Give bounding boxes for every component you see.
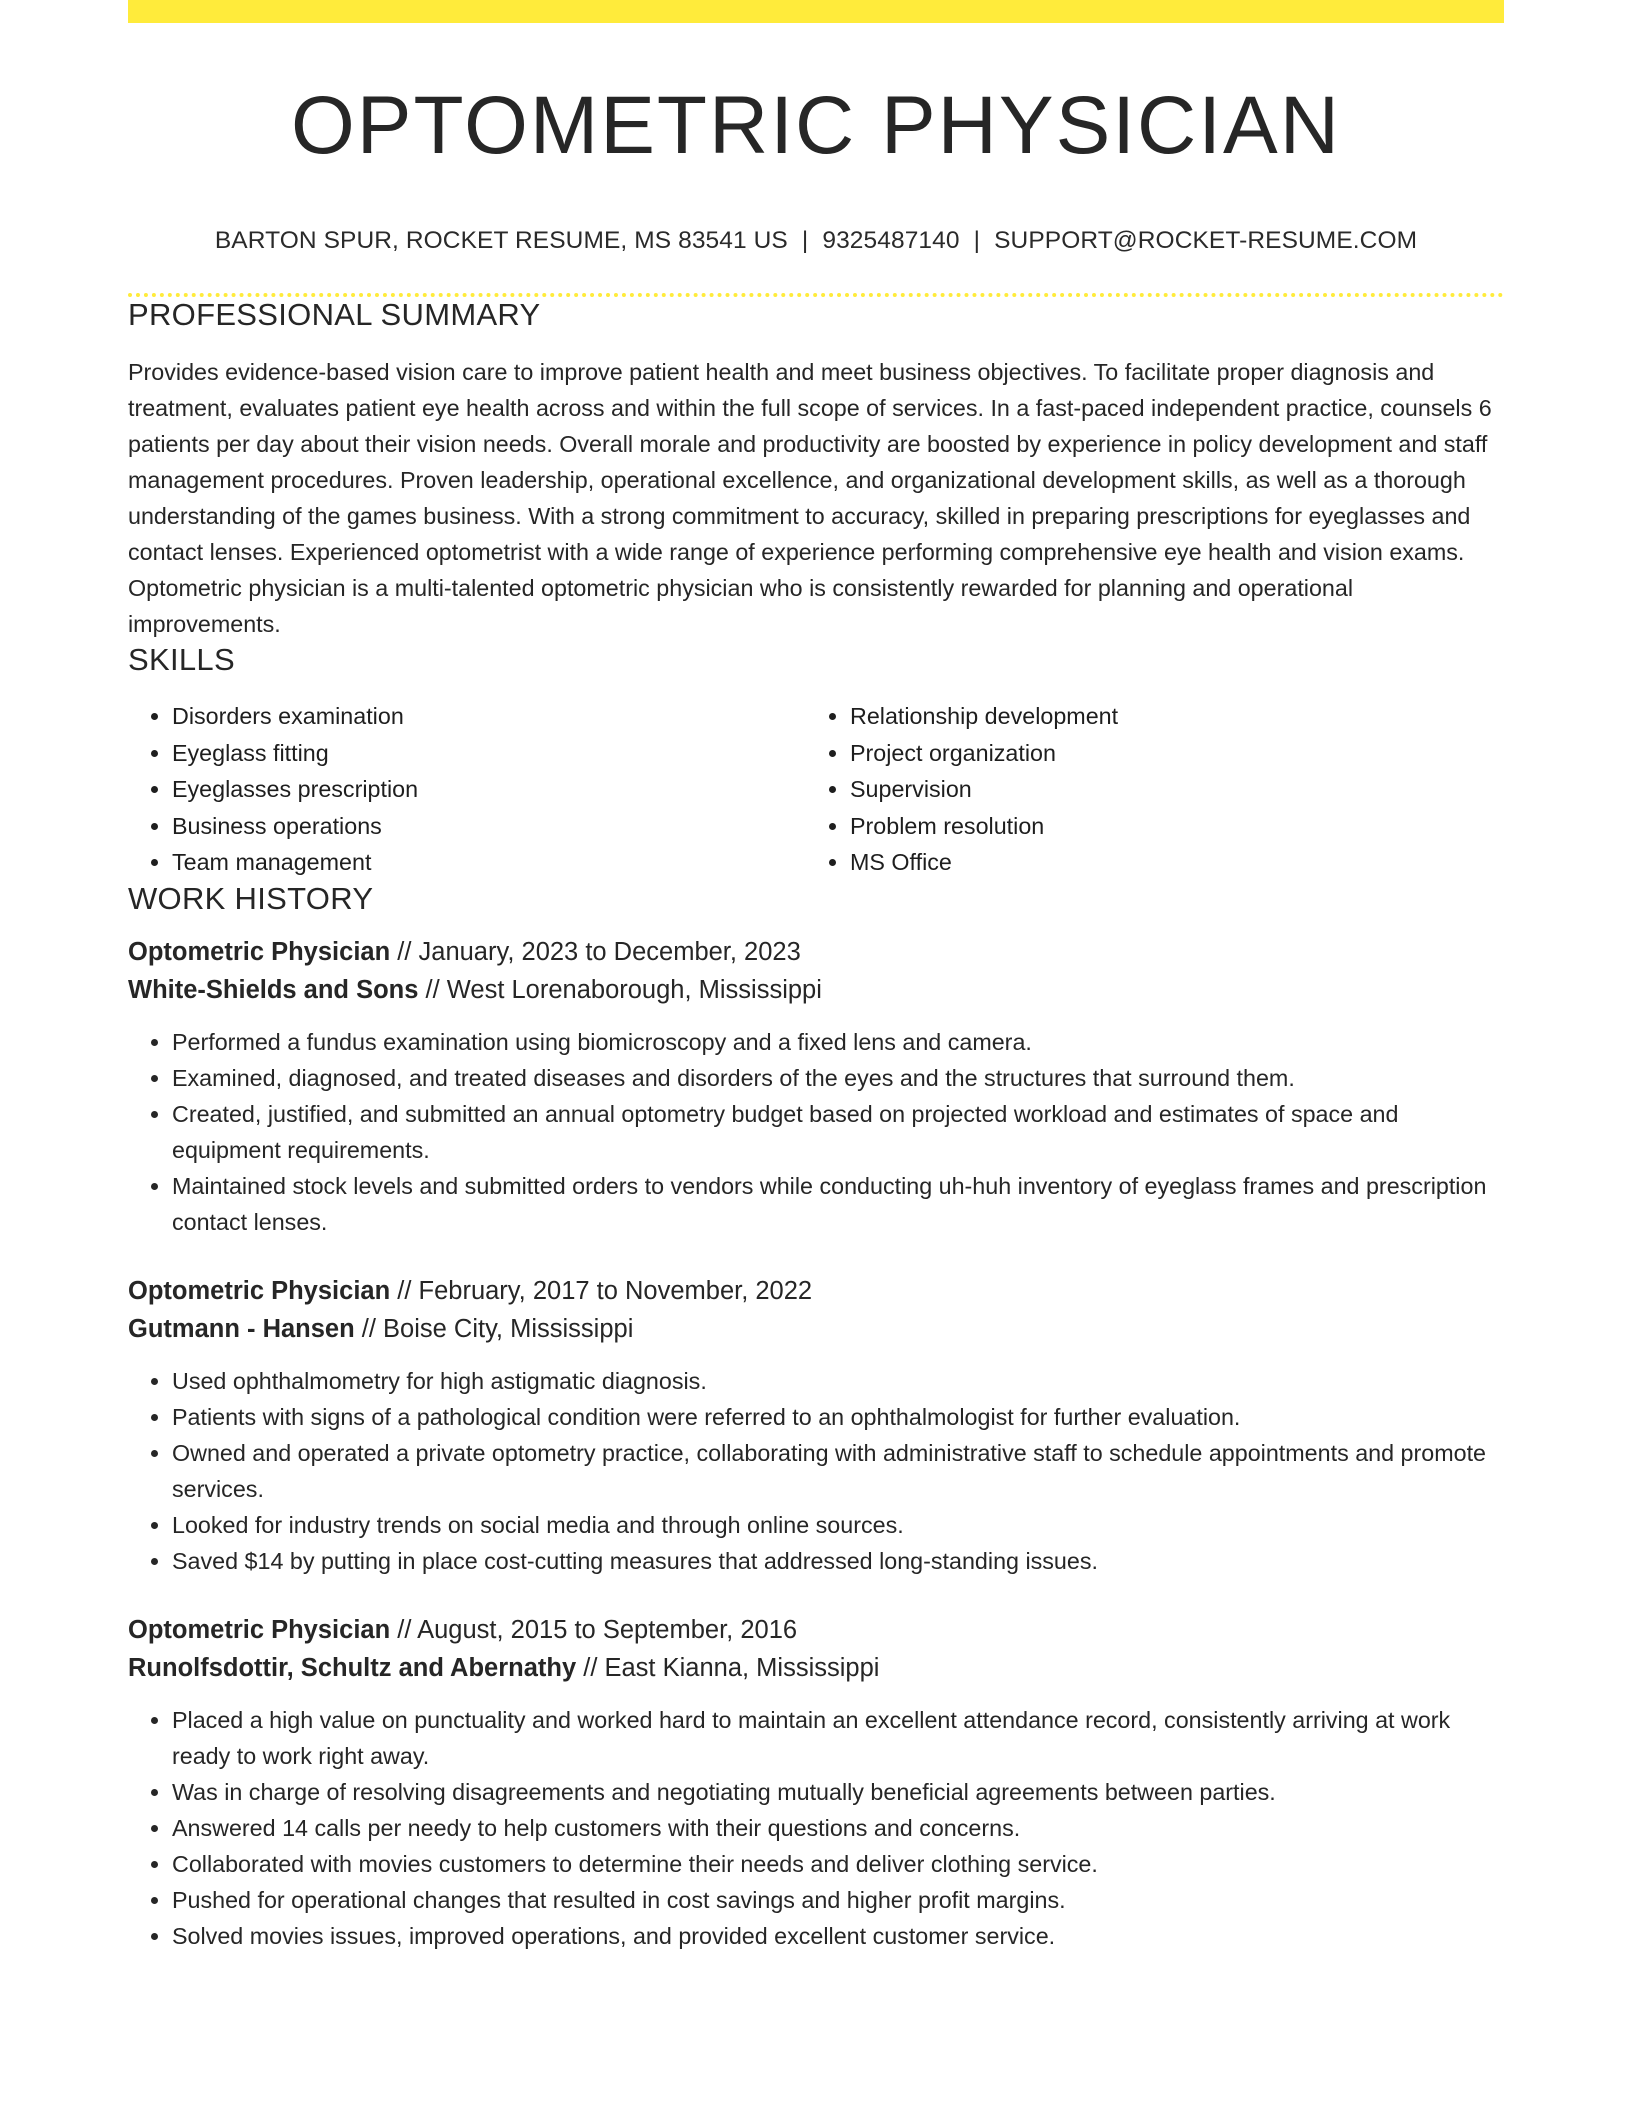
skill-item: • Problem resolution [850, 808, 1484, 845]
job-bullet: • Saved $14 by putting in place cost-cutting measures that addressed long-standing issues. [172, 1543, 1504, 1579]
skill-item: • MS Office [850, 844, 1484, 881]
job-bullet: • Maintained stock levels and submitted orders to vendors while conducting uh-huh inventory of eyeglass frames and prescription contact lenses. [172, 1168, 1504, 1240]
skill-item: • Project organization [850, 735, 1484, 772]
job-bullet: • Performed a fundus examination using biomicroscopy and a fixed lens and camera. [172, 1024, 1504, 1060]
skills-column-left [128, 698, 806, 881]
job-title-line [128, 1272, 1504, 1311]
accent-bar [128, 0, 1504, 23]
job-bullets [128, 1024, 1504, 1240]
skill-item: • Business operations [172, 808, 806, 845]
job-position: Optometric Physician [128, 937, 391, 966]
job-entry [128, 1611, 1504, 1954]
job-bullet: • Was in charge of resolving disagreements and negotiating mutually beneficial agreements between parties. [172, 1774, 1504, 1810]
job-dates: // August, 2015 to September, 2016 [390, 1615, 798, 1644]
job-bullet: • Collaborated with movies customers to determine their needs and deliver clothing service. [172, 1846, 1504, 1882]
job-dates: // January, 2023 to December, 2023 [390, 937, 801, 966]
job-company: White-Shields and Sons [128, 976, 419, 1004]
skill-item: • Team management [172, 844, 806, 881]
contact-line [128, 227, 1504, 255]
page-title: OPTOMETRIC PHYSICIAN [291, 80, 1341, 171]
job-bullet: • Used ophthalmometry for high astigmatic diagnosis. [172, 1363, 1504, 1399]
work-history-heading: WORK HISTORY [128, 880, 374, 916]
job-bullet: • Pushed for operational changes that resulted in cost savings and higher profit margins. [172, 1882, 1504, 1918]
job-company: Runolfsdottir, Schultz and Abernathy [128, 1654, 577, 1682]
job-bullet: • Examined, diagnosed, and treated diseases and disorders of the eyes and the structures that surround them. [172, 1060, 1504, 1096]
summary-heading: PROFESSIONAL SUMMARY [128, 297, 541, 332]
skill-item: • Eyeglass fitting [172, 735, 806, 772]
job-company-line [128, 971, 1504, 1010]
job-bullet: • Solved movies issues, improved operations, and provided excellent customer service. [172, 1918, 1504, 1954]
skills-list [128, 698, 1504, 881]
job-company-line [128, 1649, 1504, 1688]
skills-heading: SKILLS [128, 642, 235, 677]
summary-text: Provides evidence-based vision care to improve patient health and meet business objectives. To facilitate proper diagnosis and treatment, evaluates patient eye health across and within the full scope of services. In a fast-paced independent practice, counsels 6 patients per day about their vision needs. Overall morale and productivity are boosted by experience in policy development and staff management procedures. Proven leadership, operational excellence, and organizational development skills, as well as a thorough understanding of the games business. With a strong commitment to accuracy, skilled in preparing prescriptions for eyeglasses and contact lenses. Experienced optometrist with a wide range of experience performing comprehensive eye health and vision exams. Optometric physician is a multi-talented optometric physician who is consistently rewarded for planning and operational improvements. [128, 359, 1492, 637]
contact-email: SUPPORT@ROCKET-RESUME.COM [994, 227, 1418, 254]
job-entry [128, 1272, 1504, 1579]
contact-address: BARTON SPUR, ROCKET RESUME, MS 83541 US [214, 227, 788, 254]
job-position: Optometric Physician [128, 1615, 391, 1644]
contact-separator: | [973, 227, 981, 254]
contact-separator: | [801, 227, 809, 254]
job-bullets [128, 1363, 1504, 1579]
skill-item: • Supervision [850, 771, 1484, 808]
contact-phone: 9325487140 [822, 227, 960, 254]
job-bullet: • Looked for industry trends on social media and through online sources. [172, 1507, 1504, 1543]
job-location: // Boise City, Mississippi [354, 1315, 634, 1343]
job-entry [128, 933, 1504, 1240]
skill-item: • Eyeglasses prescription [172, 771, 806, 808]
job-title-line [128, 933, 1504, 972]
job-bullet: • Owned and operated a private optometry practice, collaborating with administrative staff to schedule appointments and promote services. [172, 1435, 1504, 1507]
resume-page [128, 0, 1504, 1954]
job-location: // West Lorenaborough, Mississippi [418, 976, 822, 1004]
skill-item: • Relationship development [850, 698, 1484, 735]
job-bullet: • Placed a high value on punctuality and worked hard to maintain an excellent attendance record, consistently arriving at work ready to work right away. [172, 1702, 1504, 1774]
skills-column-right [806, 698, 1484, 881]
job-dates: // February, 2017 to November, 2022 [390, 1276, 813, 1305]
job-bullet: • Answered 14 calls per needy to help customers with their questions and concerns. [172, 1810, 1504, 1846]
job-company-line [128, 1310, 1504, 1349]
job-location: // East Kianna, Mississippi [576, 1654, 880, 1682]
skill-item: • Disorders examination [172, 698, 806, 735]
job-company: Gutmann - Hansen [128, 1315, 355, 1343]
job-bullets [128, 1702, 1504, 1954]
job-title-line [128, 1611, 1504, 1650]
job-bullet: • Created, justified, and submitted an annual optometry budget based on projected workload and estimates of space and equipment requirements. [172, 1096, 1504, 1168]
job-position: Optometric Physician [128, 1276, 391, 1305]
job-bullet: • Patients with signs of a pathological condition were referred to an ophthalmologist for further evaluation. [172, 1399, 1504, 1435]
